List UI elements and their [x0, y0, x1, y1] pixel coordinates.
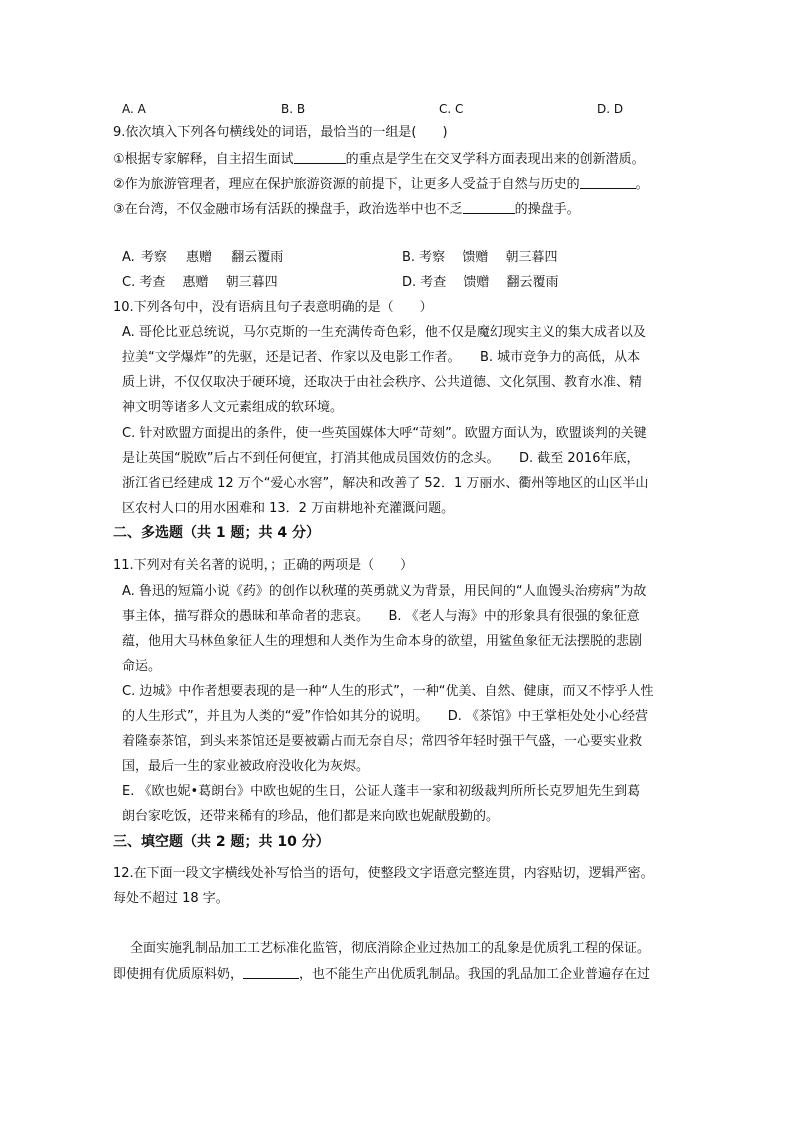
- section-3-heading: 三、填空题（共 2 题；共 10 分）: [113, 834, 330, 850]
- q11-line-3: 蕴，他用大马林鱼象征人生的理想和人类作为生命本身的欲望，用鲨鱼象征无法摆脱的悲剧: [122, 634, 643, 649]
- q9-sentence-2: ②作为旅游管理者，理应在保护旅游资源的前提下，让更多人受益于自然与历史的 。: [113, 174, 649, 195]
- q12-passage-2: 即使拥有优质原料奶， ，也不能生产出优质乳制品。我国的乳品加工企业普遍存在过: [113, 964, 650, 985]
- q11-line-7: 着隆泰茶馆，到头来茶馆还是要被霸占而无奈自尽；常四爷年轻时强干气盛，一心要实业救: [122, 734, 643, 749]
- q11-line-10: 朗台家吃饭，还带来稀有的珍品，他们都是来向欧也妮献殷勤的。: [122, 809, 500, 824]
- section-2-heading: 二、多选题（共 1 题；共 4 分）: [113, 525, 320, 541]
- q8-option-c: C. C: [439, 102, 464, 116]
- q8-option-d: D. D: [597, 102, 624, 116]
- q11-line-6: 的人生形式”，并且为人类的“爱”作恰如其分的说明。 D. 《茶馆》中王掌柜处处小心经营: [122, 709, 648, 724]
- q12-stem-2: 每处不超过 18 字。: [113, 891, 229, 906]
- q9-stem: 9.依次填入下列各句横线处的词语，最恰当的一组是( ): [113, 125, 448, 140]
- q9-sentence-3: ③在台湾，不仅金融市场有活跃的操盘手，政治选举中也不乏 的操盘手。: [113, 199, 580, 220]
- q11-line-9: E. 《欧也妮•葛朗台》中欧也妮的生日，公证人蓬丰一家和初级裁判所所长克罗旭先生到葛: [122, 784, 641, 799]
- q10-line-4: 神文明等诸多人文元素组成的软环境。: [122, 400, 344, 415]
- q11-line-5: C. 边城》中作者想要表现的是一种“人生的形式”，一种“优美、自然、健康，而又不悖乎人性: [122, 684, 654, 699]
- q11-line-1: A. 鲁迅的短篇小说《药》的创作以秋瑾的英勇就义为背景，用民间的“人血馒头治痨病”为故: [122, 584, 647, 599]
- q10-line-1: A. 哥伦比亚总统说，马尔克斯的一生充满传奇色彩，他不仅是魔幻现实主义的集大成者以及: [122, 325, 646, 340]
- q12-passage-1: 全面实施乳制品加工工艺标准化监管，彻底消除企业过热加工的乱象是优质乳工程的保证。: [130, 941, 651, 956]
- q10-line-2: 拉美“文学爆炸”的先驱，还是记者、作家以及电影工作者。 B. 城市竞争力的高低，从本: [122, 350, 641, 365]
- q8-option-a: A. A: [122, 102, 146, 116]
- q10-line-6: 是让英国“脱欧”后占不到任何便宜，打消其他成员国效仿的念头。 D. 截至 2016年底，: [122, 451, 640, 466]
- q9-sentence-1: ①根据专家解释，自主招生面试 的重点是学生在交叉学科方面表现出来的创新潜质。: [113, 149, 645, 170]
- q10-line-8: 区农村人口的用水困难和 13．2 万亩耕地补充灌溉问题。: [122, 501, 455, 516]
- q8-option-b: B. B: [281, 102, 306, 116]
- q9-option-b: B. 考察 馈赠 朝三暮四: [402, 250, 558, 265]
- q10-line-7: 浙江省已经建成 12 万个“爱心水窖”，解决和改善了 52．1 万丽水、衢州等地区的山区半山: [122, 476, 649, 491]
- q11-line-4: 命运。: [122, 659, 162, 674]
- q10-line-3: 质上讲，不仅仅取决于硬环境，还取决于由社会秩序、公共道德、文化氛围、教育水准、精: [122, 375, 643, 390]
- q9-option-c: C. 考查 惠赠 朝三暮四: [122, 275, 278, 290]
- q10-line-5: C. 针对欧盟方面提出的条件，使一些英国媒体大呼“苛刻”。欧盟方面认为，欧盟谈判的关键: [122, 426, 647, 441]
- q12-stem-1: 12.在下面一段文字横线处补写恰当的语句，使整段文字语意完整连贯，内容贴切，逻辑严密。: [113, 866, 654, 881]
- q11-line-8: 国，最后一生的家业被政府没收化为灰烬。: [122, 759, 370, 774]
- q9-option-d: D. 考查 馈赠 翻云覆雨: [402, 275, 559, 290]
- q9-option-a: A. 考察 惠赠 翻云覆雨: [122, 250, 284, 265]
- q10-stem: 10.下列各句中，没有语病且句子表意明确的是（ ）: [113, 300, 433, 315]
- q11-stem: 11.下列对有关名著的说明，；正确的两项是（ ）: [113, 558, 414, 573]
- q11-line-2: 事主体，描写群众的愚昧和革命者的悲哀。 B. 《老人与海》中的形象具有很强的象征意: [122, 609, 640, 624]
